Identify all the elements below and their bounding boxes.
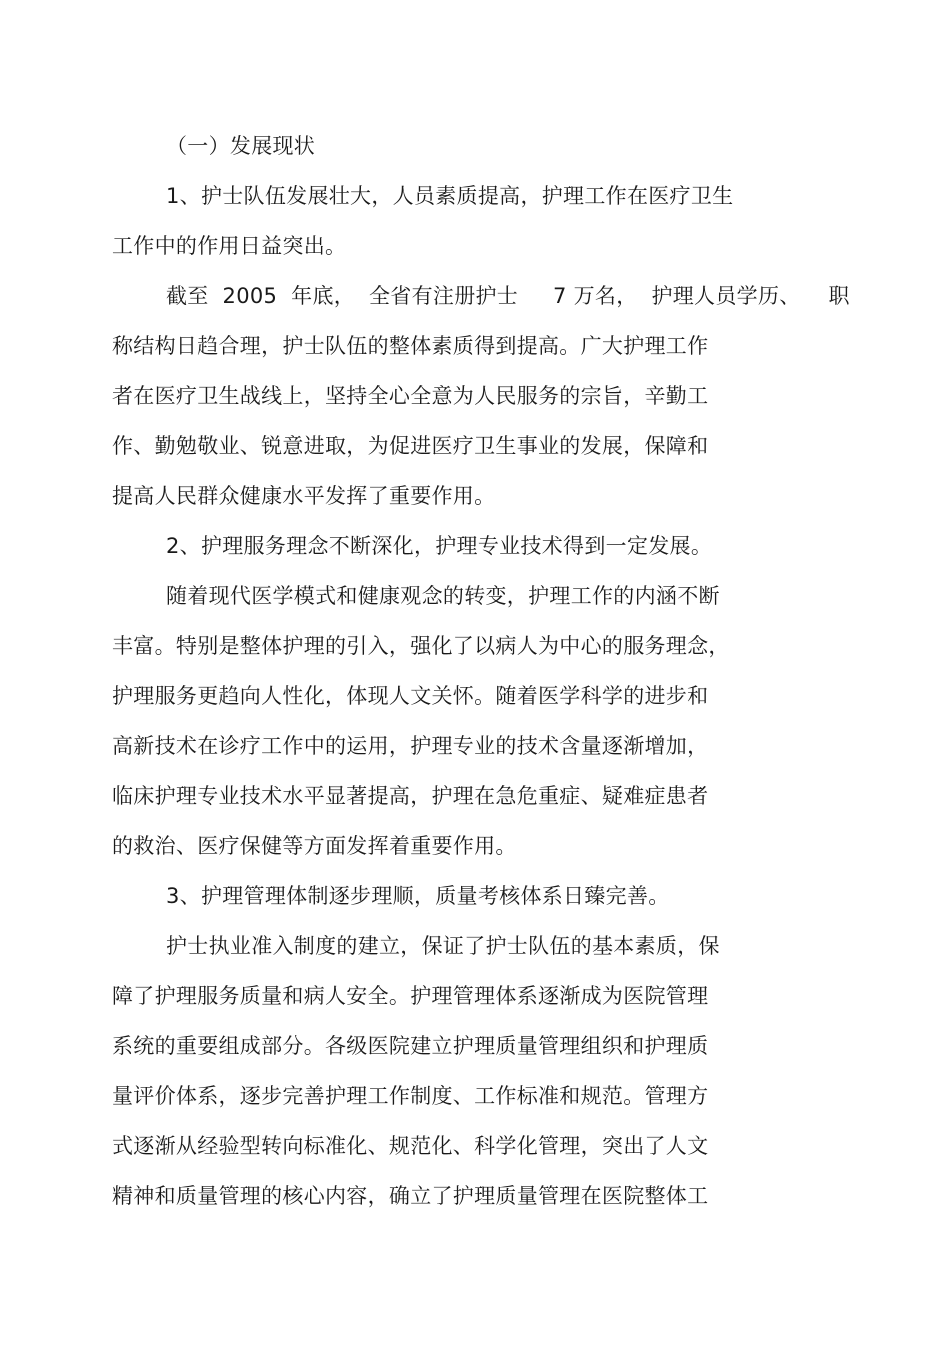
item-heading-3: 3、护理管理体制逐步理顺，质量考核体系日臻完善。 [166, 884, 670, 908]
paragraph-1-line-1: 截至 2005 年底， 全省有注册护士 7 万名， 护理人员学历、 职 [166, 284, 850, 308]
paragraph-3-line-4: 量评价体系，逐步完善护理工作制度、工作标准和规范。管理方 [112, 1084, 709, 1108]
paragraph-3-line-3: 系统的重要组成部分。各级医院建立护理质量管理组织和护理质 [112, 1034, 709, 1058]
paragraph-1-line-3: 者在医疗卫生战线上，坚持全心全意为人民服务的宗旨，辛勤工 [112, 384, 709, 408]
paragraph-3-line-5: 式逐渐从经验型转向标准化、规范化、科学化管理，突出了人文 [112, 1134, 709, 1158]
paragraph-2-line-4: 高新技术在诊疗工作中的运用，护理专业的技术含量逐渐增加， [112, 734, 709, 758]
paragraph-3-line-2: 障了护理服务质量和病人安全。护理管理体系逐渐成为医院管理 [112, 984, 709, 1008]
item-heading-1-line-2: 工作中的作用日益突出。 [112, 234, 347, 258]
section-heading: （一）发展现状 [166, 134, 316, 158]
paragraph-1-line-5: 提高人民群众健康水平发挥了重要作用。 [112, 484, 496, 508]
item-heading-1-line-1: 1、护士队伍发展壮大，人员素质提高，护理工作在医疗卫生 [166, 184, 734, 208]
paragraph-2-line-5: 临床护理专业技术水平显著提高，护理在急危重症、疑难症患者 [112, 784, 709, 808]
item-heading-2: 2、护理服务理念不断深化，护理专业技术得到一定发展。 [166, 534, 713, 558]
paragraph-3-line-6: 精神和质量管理的核心内容，确立了护理质量管理在医院整体工 [112, 1184, 709, 1208]
paragraph-1-line-2: 称结构日趋合理，护士队伍的整体素质得到提高。广大护理工作 [112, 334, 709, 358]
paragraph-1-line-4: 作、勤勉敬业、锐意进取，为促进医疗卫生事业的发展，保障和 [112, 434, 709, 458]
paragraph-2-line-3: 护理服务更趋向人性化，体现人文关怀。随着医学科学的进步和 [112, 684, 709, 708]
paragraph-2-line-1: 随着现代医学模式和健康观念的转变，护理工作的内涵不断 [166, 584, 720, 608]
paragraph-2-line-2: 丰富。特别是整体护理的引入，强化了以病人为中心的服务理念， [112, 634, 730, 658]
paragraph-2-line-6: 的救治、医疗保健等方面发挥着重要作用。 [112, 834, 517, 858]
paragraph-3-line-1: 护士执业准入制度的建立，保证了护士队伍的基本素质，保 [166, 934, 720, 958]
